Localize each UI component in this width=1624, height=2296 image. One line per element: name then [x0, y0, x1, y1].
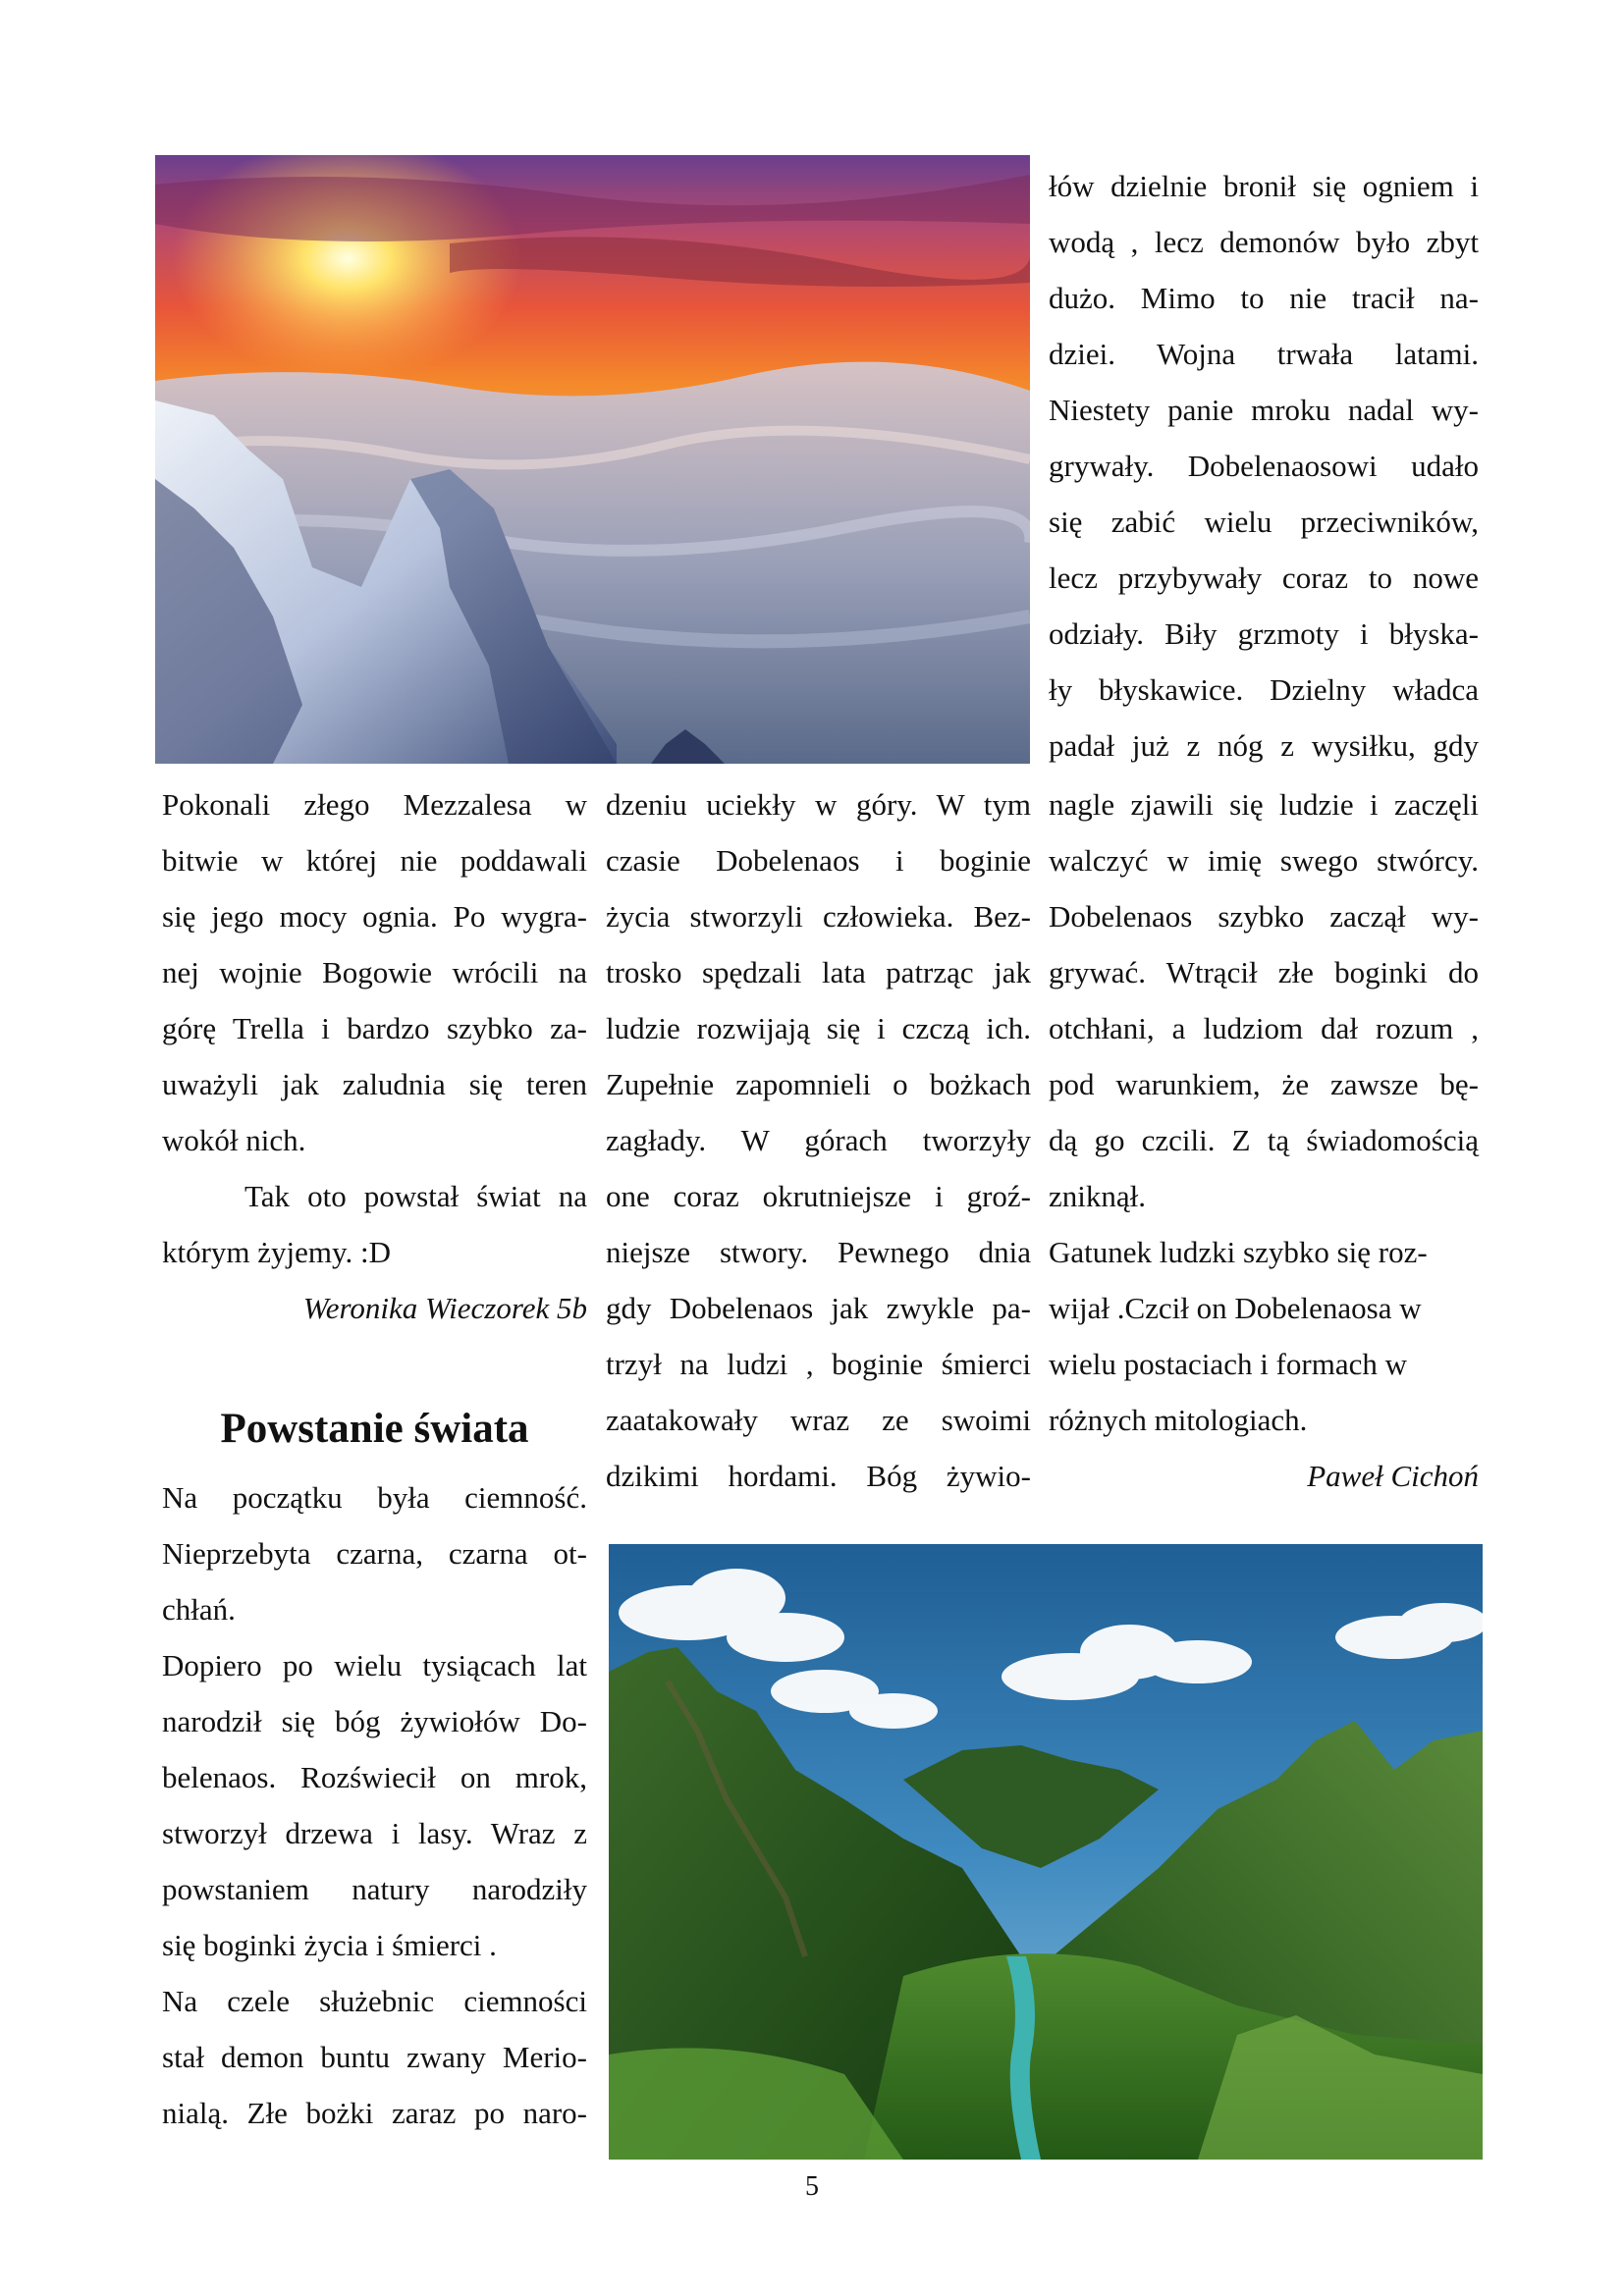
col3-line: różnych mitologiach. [1049, 1403, 1308, 1437]
col1-line: Na początku była ciemność. [162, 1480, 587, 1515]
col3-line: grywać. Wtrącił złe boginki do [1049, 955, 1479, 989]
col3-line: odziały. Biły grzmoty i błyska- [1049, 616, 1479, 651]
col1-line: stworzył drzewa i lasy. Wraz z [162, 1816, 587, 1850]
col1-line: Tak oto powstał świat na [244, 1179, 587, 1213]
col1-line: narodził się bóg żywiołów Do- [162, 1704, 587, 1738]
col1-line: się jego mocy ognia. Po wygra- [162, 899, 587, 934]
col1-line: bitwie w której nie poddawali [162, 843, 587, 878]
col3-line: pod warunkiem, że zawsze bę- [1049, 1067, 1479, 1101]
col3-line: ły błyskawice. Dzielny władca [1049, 672, 1479, 707]
col3-line: Dobelenaos szybko zaczął wy- [1049, 899, 1479, 934]
col1-line: nialą. Złe bożki zaraz po naro- [162, 2096, 587, 2130]
author-signature: Weronika Wieczorek 5b [302, 1291, 587, 1325]
col2-line: zaatakowały wraz ze swoimi [606, 1403, 1031, 1437]
col3-line: Niestety panie mroku nadal wy- [1049, 393, 1479, 427]
col1-line: uważyli jak zaludnia się teren [162, 1067, 587, 1101]
col1-line: stał demon buntu zwany Merio- [162, 2040, 587, 2074]
col2-line: trzył na ludzi , boginie śmierci [606, 1347, 1031, 1381]
col1-line: górę Trella i bardzo szybko za- [162, 1011, 587, 1045]
col1-line: Nieprzebyta czarna, czarna ot- [162, 1536, 587, 1571]
col3-line: walczyć w imię swego stwórcy. [1049, 843, 1479, 878]
col2-line: gdy Dobelenaos jak zwykle pa- [606, 1291, 1031, 1325]
col3-line: dą go czcili. Z tą świadomością [1049, 1123, 1479, 1157]
col2-line: dzeniu uciekły w góry. W tym [606, 787, 1031, 822]
col3-line: łów dzielnie bronił się ogniem i [1049, 169, 1479, 203]
author-signature: Paweł Cichoń [1307, 1459, 1479, 1493]
col1-line: Dopiero po wielu tysiącach lat [162, 1648, 587, 1682]
page-number: 5 [805, 2171, 819, 2202]
col2-line: czasie Dobelenaos i boginie [606, 843, 1031, 878]
col3-line: Gatunek ludzki szybko się roz- [1049, 1235, 1428, 1269]
col3-line: grywały. Dobelenaosowi udało [1049, 449, 1479, 483]
col3-line: wijał .Czcił on Dobelenaosa w [1049, 1291, 1422, 1325]
col3-line: się zabić wielu przeciwników, [1049, 505, 1479, 539]
col3-line: padał już z nóg z wysiłku, gdy [1049, 728, 1479, 763]
col2-line: dzikimi hordami. Bóg żywio- [606, 1459, 1031, 1493]
col1-line: wokół nich. [162, 1123, 306, 1157]
col2-line: życia stworzyli człowieka. Bez- [606, 899, 1031, 934]
col3-line: wodą , lecz demonów było zbyt [1049, 225, 1479, 259]
col2-line: trosko spędzali lata patrząc jak [606, 955, 1031, 989]
col1-line: się boginki życia i śmierci . [162, 1928, 497, 1962]
col1-line: powstaniem natury narodziły [162, 1872, 587, 1906]
col3-line: otchłani, a ludziom dał rozum , [1049, 1011, 1479, 1045]
col1-line: chłań. [162, 1592, 236, 1627]
col2-line: Zupełnie zapomnieli o bożkach [606, 1067, 1031, 1101]
col1-line: belenaos. Rozświecił on mrok, [162, 1760, 587, 1794]
col2-line: zagłady. W górach tworzyły [606, 1123, 1031, 1157]
sunset-clouds-image [155, 155, 1030, 764]
col2-line: ludzie rozwijają się i czczą ich. [606, 1011, 1031, 1045]
col1-line: nej wojnie Bogowie wrócili na [162, 955, 587, 989]
col3-line: dziei. Wojna trwała latami. [1049, 337, 1479, 371]
col3-line: wielu postaciach i formach w [1049, 1347, 1407, 1381]
col3-line: lecz przybywały coraz to nowe [1049, 561, 1479, 595]
col1-line: Pokonali złego Mezzalesa w [162, 787, 587, 822]
col2-line: one coraz okrutniejsze i groź- [606, 1179, 1031, 1213]
col2-line: niejsze stwory. Pewnego dnia [606, 1235, 1031, 1269]
col1-line: którym żyjemy. :D [162, 1235, 392, 1269]
col1-line: Na czele służebnic ciemności [162, 1984, 587, 2018]
col3-line: dużo. Mimo to nie tracił na- [1049, 281, 1479, 315]
mountain-valley-image [609, 1544, 1483, 2160]
col3-line: zniknął. [1049, 1179, 1146, 1213]
article-heading: Powstanie świata [220, 1406, 529, 1452]
col3-line: nagle zjawili się ludzie i zaczęli [1049, 787, 1479, 822]
